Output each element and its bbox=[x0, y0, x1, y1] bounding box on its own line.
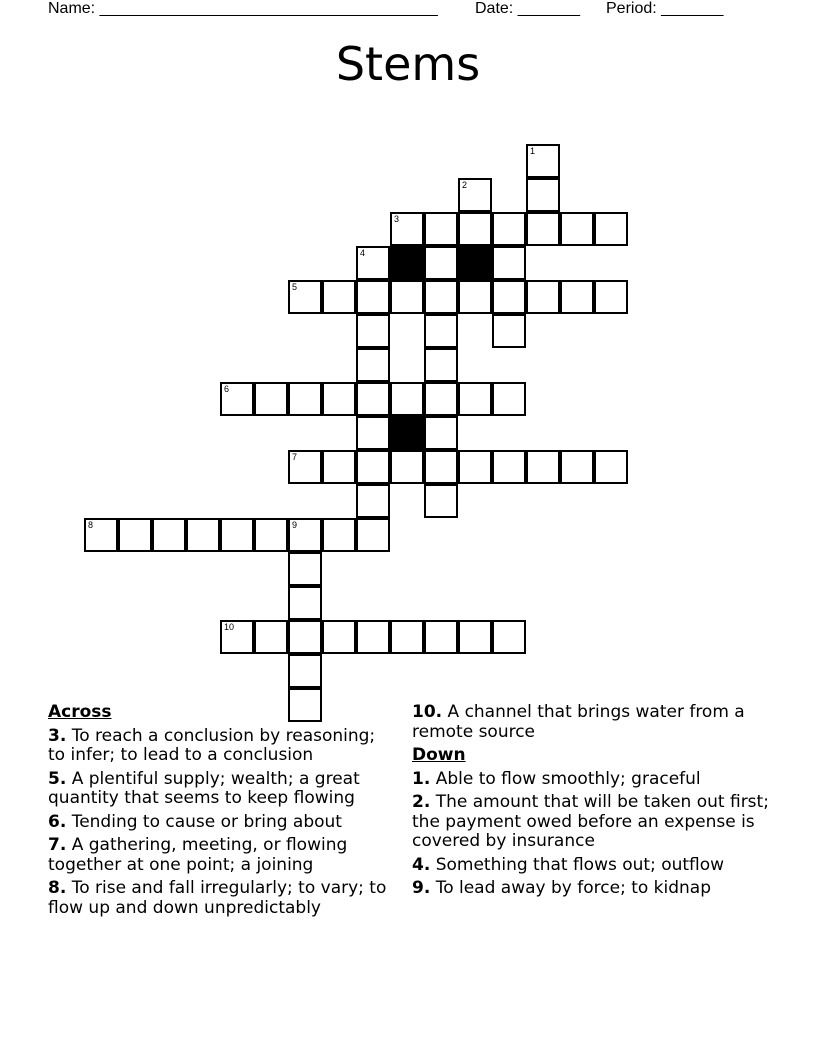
crossword-cell[interactable] bbox=[186, 518, 220, 552]
crossword-cell[interactable] bbox=[424, 246, 458, 280]
crossword-cell[interactable] bbox=[356, 484, 390, 518]
clue-across-5 bbox=[48, 770, 396, 809]
crossword-cell[interactable] bbox=[424, 348, 458, 382]
crossword-cell[interactable] bbox=[458, 178, 492, 212]
crossword-cell[interactable] bbox=[288, 382, 322, 416]
crossword-cell[interactable] bbox=[220, 620, 254, 654]
crossword-cell[interactable] bbox=[492, 620, 526, 654]
crossword-cell[interactable] bbox=[526, 280, 560, 314]
crossword-cell[interactable] bbox=[424, 416, 458, 450]
crossword-cell[interactable] bbox=[526, 450, 560, 484]
crossword-cell[interactable] bbox=[390, 382, 424, 416]
crossword-cell[interactable] bbox=[84, 518, 118, 552]
crossword-cell[interactable] bbox=[492, 450, 526, 484]
crossword-cell[interactable] bbox=[560, 212, 594, 246]
cell-number: 7 bbox=[292, 452, 298, 462]
clue-number: 9. bbox=[412, 878, 431, 898]
crossword-cell[interactable] bbox=[424, 620, 458, 654]
crossword-cell[interactable] bbox=[288, 654, 322, 688]
clue-text: A gathering, meeting, or flowing together at one point; a joining bbox=[48, 835, 348, 875]
crossword-cell[interactable] bbox=[492, 382, 526, 416]
date-field-label: Date: _______ bbox=[475, 0, 580, 17]
cell-number: 10 bbox=[224, 622, 235, 632]
crossword-cell[interactable] bbox=[390, 450, 424, 484]
crossword-cell[interactable] bbox=[322, 450, 356, 484]
crossword-cell[interactable] bbox=[390, 212, 424, 246]
crossword-cell[interactable] bbox=[356, 280, 390, 314]
clue-text: A channel that brings water from a remote source bbox=[412, 702, 745, 742]
crossword-cell[interactable] bbox=[152, 518, 186, 552]
crossword-cell[interactable] bbox=[526, 144, 560, 178]
clue-number: 6. bbox=[48, 811, 67, 832]
right-clue-column bbox=[412, 703, 772, 903]
crossword-cell[interactable] bbox=[594, 280, 628, 314]
cell-number: 8 bbox=[88, 520, 94, 530]
crossword-cell[interactable] bbox=[356, 382, 390, 416]
crossword-cell[interactable] bbox=[356, 450, 390, 484]
crossword-cell[interactable] bbox=[356, 620, 390, 654]
clue-across-10 bbox=[412, 703, 772, 742]
crossword-cell[interactable] bbox=[526, 178, 560, 212]
crossword-cell[interactable] bbox=[220, 518, 254, 552]
cell-number: 4 bbox=[360, 248, 366, 258]
clue-down-4 bbox=[412, 856, 772, 876]
crossword-cell[interactable] bbox=[492, 314, 526, 348]
crossword-cell[interactable] bbox=[424, 314, 458, 348]
clue-across-3 bbox=[48, 727, 396, 766]
crossword-cell[interactable] bbox=[424, 484, 458, 518]
crossword-cell[interactable] bbox=[458, 450, 492, 484]
crossword-cell[interactable] bbox=[356, 416, 390, 450]
clue-number: 2. bbox=[412, 792, 431, 812]
page-title: Stems bbox=[335, 37, 481, 91]
clue-text: Something that flows out; outflow bbox=[435, 854, 725, 875]
crossword-cell[interactable] bbox=[492, 246, 526, 280]
crossword-cell[interactable] bbox=[288, 620, 322, 654]
blocked-cell bbox=[390, 246, 424, 280]
blocked-cell bbox=[458, 246, 492, 280]
clue-across-8 bbox=[48, 879, 396, 918]
clue-number: 8. bbox=[48, 878, 67, 898]
cell-number: 2 bbox=[462, 180, 468, 190]
clue-across-6 bbox=[48, 813, 396, 833]
cell-number: 1 bbox=[530, 146, 536, 156]
crossword-cell[interactable] bbox=[458, 212, 492, 246]
crossword-cell[interactable] bbox=[118, 518, 152, 552]
blocked-cell bbox=[390, 416, 424, 450]
clue-number: 5. bbox=[48, 768, 67, 789]
cell-number: 5 bbox=[292, 282, 298, 292]
cell-number: 3 bbox=[394, 214, 400, 224]
crossword-cell[interactable] bbox=[492, 212, 526, 246]
clue-text: To rise and fall irregularly; to vary; to flow up and down unpredictably bbox=[48, 878, 387, 918]
crossword-cell[interactable] bbox=[254, 620, 288, 654]
down-heading: Down bbox=[412, 745, 466, 765]
crossword-cell[interactable] bbox=[254, 382, 288, 416]
crossword-cell[interactable] bbox=[356, 518, 390, 552]
crossword-cell[interactable] bbox=[220, 382, 254, 416]
crossword-cell[interactable] bbox=[458, 620, 492, 654]
crossword-cell[interactable] bbox=[526, 212, 560, 246]
cell-number: 6 bbox=[224, 384, 230, 394]
clue-number: 3. bbox=[48, 725, 67, 746]
crossword-cell[interactable] bbox=[288, 280, 322, 314]
crossword-cell[interactable] bbox=[560, 280, 594, 314]
crossword-cell[interactable] bbox=[424, 212, 458, 246]
crossword-cell[interactable] bbox=[458, 280, 492, 314]
across-clues bbox=[48, 703, 396, 922]
across-heading: Across bbox=[48, 702, 112, 722]
crossword-cell[interactable] bbox=[254, 518, 288, 552]
crossword-cell[interactable] bbox=[424, 382, 458, 416]
clue-number: 10. bbox=[412, 702, 443, 722]
crossword-cell[interactable] bbox=[424, 450, 458, 484]
clue-down-9 bbox=[412, 879, 772, 899]
period-field-label: Period: _______ bbox=[606, 0, 724, 17]
clue-across-7 bbox=[48, 836, 396, 875]
crossword-cell[interactable] bbox=[560, 450, 594, 484]
crossword-cell[interactable] bbox=[322, 518, 356, 552]
crossword-cell[interactable] bbox=[288, 518, 322, 552]
crossword-cell[interactable] bbox=[390, 280, 424, 314]
clue-text: Able to flow smoothly; graceful bbox=[435, 768, 701, 789]
crossword-cell[interactable] bbox=[322, 382, 356, 416]
crossword-cell[interactable] bbox=[458, 382, 492, 416]
crossword-cell[interactable] bbox=[356, 314, 390, 348]
crossword-cell[interactable] bbox=[594, 450, 628, 484]
clue-text: Tending to cause or bring about bbox=[71, 811, 342, 832]
crossword-cell[interactable] bbox=[288, 586, 322, 620]
crossword-cell[interactable] bbox=[356, 246, 390, 280]
crossword-cell[interactable] bbox=[492, 280, 526, 314]
crossword-cell[interactable] bbox=[390, 620, 424, 654]
clue-number: 1. bbox=[412, 768, 431, 789]
crossword-cell[interactable] bbox=[288, 552, 322, 586]
crossword-cell[interactable] bbox=[594, 212, 628, 246]
crossword-cell[interactable] bbox=[288, 450, 322, 484]
clue-text: To lead away by force; to kidnap bbox=[435, 878, 712, 898]
crossword-cell[interactable] bbox=[356, 348, 390, 382]
crossword-cell[interactable] bbox=[322, 620, 356, 654]
cell-number: 9 bbox=[292, 520, 298, 530]
clue-text: To reach a conclusion by reasoning; to infer; to lead to a conclusion bbox=[48, 725, 376, 765]
crossword-cell[interactable] bbox=[322, 280, 356, 314]
crossword-cell[interactable] bbox=[424, 280, 458, 314]
name-field-label: Name: ______________________________________ bbox=[48, 0, 438, 17]
clue-text: The amount that will be taken out first; the payment owed before an expense is covered by insurance bbox=[412, 792, 769, 851]
clue-number: 7. bbox=[48, 835, 67, 855]
clue-number: 4. bbox=[412, 854, 431, 875]
clue-down-2 bbox=[412, 793, 772, 852]
clue-down-1 bbox=[412, 770, 772, 790]
clue-text: A plentiful supply; wealth; a great quantity that seems to keep flowing bbox=[48, 768, 360, 808]
